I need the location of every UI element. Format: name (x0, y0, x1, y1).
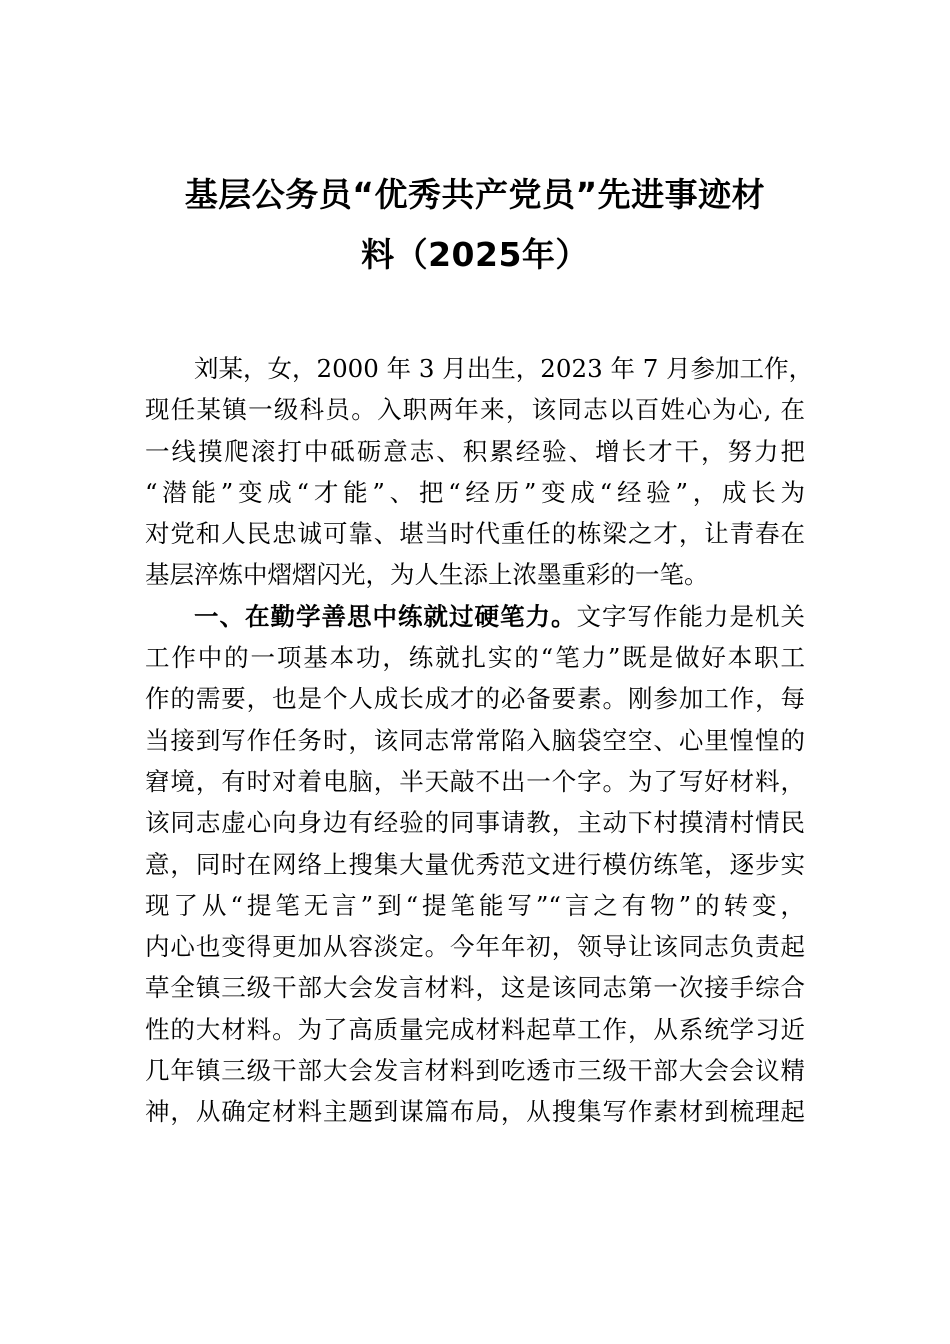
text-line: 当接到写作任务时，该同志常常陷入脑袋空空、心里惶惶的 (145, 725, 805, 755)
text-line: 基层淬炼中熠熠闪光，为人生添上浓墨重彩的一笔。 (145, 560, 709, 590)
text-line: 神，从确定材料主题到谋篇布局，从搜集写作素材到梳理起 (145, 1097, 805, 1127)
text-line: 几年镇三级干部大会发言材料到吃透市三级干部大会会议精 (145, 1056, 805, 1086)
text-line: 该同志虚心向身边有经验的同事请教，主动下村摸清村情民 (145, 808, 805, 838)
section-heading: 一、在勤学善思中练就过硬笔力。 (194, 601, 577, 631)
section-paragraph (145, 596, 805, 1133)
text-line: 工作中的一项基本功，练就扎实的“笔力”既是做好本职工 (145, 643, 805, 673)
text-line: “潜能”变成“才能”、把“经历”变成“经验”，成长为 (145, 477, 805, 507)
document-body (145, 348, 814, 1133)
section-first-line-text: 文字写作能力是机关 (576, 601, 805, 631)
text-line: 作的需要，也是个人成长成才的必备要素。刚参加工作，每 (145, 684, 805, 714)
text-line: 草全镇三级干部大会发言材料，这是该同志第一次接手综合 (145, 973, 805, 1003)
title-line-2: 料（2025年） (361, 235, 589, 274)
text-line: 一线摸爬滚打中砥砺意志、积累经验、增长才干，努力把 (145, 436, 805, 466)
text-line: 意，同时在网络上搜集大量优秀范文进行模仿练笔，逐步实 (145, 849, 805, 879)
text-line: 现任某镇一级科员。入职两年来，该同志以百姓心为心, 在 (145, 395, 805, 425)
document-title (145, 165, 805, 285)
text-line: 刘某，女，2000 年 3 月出生，2023 年 7 月参加工作， (194, 354, 814, 383)
text-line: 窘境，有时对着电脑，半天敲不出一个字。为了写好材料， (145, 766, 805, 796)
text-line: 现了从“提笔无言”到“提笔能写”“言之有物”的转变， (145, 890, 805, 920)
title-line-1: 基层公务员“优秀共产党员”先进事迹材 (184, 175, 766, 214)
text-line: 性的大材料。为了高质量完成材料起草工作，从系统学习近 (145, 1014, 805, 1044)
intro-paragraph (145, 348, 814, 596)
section-first-line (145, 596, 805, 637)
text-line: 对党和人民忠诚可靠、堪当时代重任的栋梁之才，让青春在 (145, 519, 805, 549)
text-line: 内心也变得更加从容淡定。今年年初，领导让该同志负责起 (145, 932, 805, 962)
